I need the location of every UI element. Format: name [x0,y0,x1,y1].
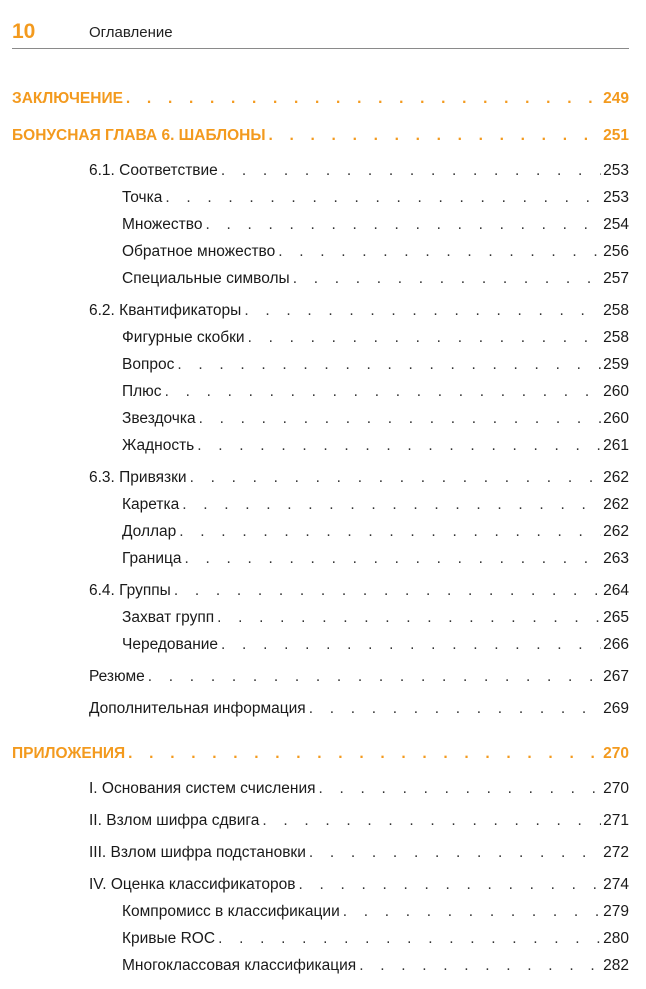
toc-entry-label: Жадность [122,437,195,454]
leader-dots [309,842,601,864]
leader-dots [218,928,601,950]
toc-entry-label: Чередование [122,636,219,653]
toc-subsection[interactable] [122,548,629,570]
toc-subsection[interactable] [122,187,629,209]
toc-entry-label: Точка [122,189,163,206]
toc-entry-label: Специальные символы [122,270,290,287]
toc-section[interactable] [89,467,629,489]
toc-entry-page: 253 [603,189,629,206]
toc-section[interactable] [89,580,629,602]
toc-entry-page: 264 [603,582,629,599]
toc-section[interactable] [89,160,629,182]
toc-entry-label: II. Взлом шифра сдвига [89,812,260,829]
toc-entry-label: Резюме [89,668,145,685]
toc-section[interactable] [89,810,629,832]
toc-entry-label: ПРИЛОЖЕНИЯ [12,745,126,762]
toc-entry-page: 249 [603,90,629,107]
toc-entry-label: ЗАКЛЮЧЕНИЕ [12,90,123,107]
toc-entry-label: 6.3. Привязки [89,469,187,486]
toc-entry-label: 6.2. Квантификаторы [89,302,242,319]
toc-entry-label: Фигурные скобки [122,329,245,346]
toc-section[interactable] [89,666,629,688]
leader-dots [128,743,601,765]
toc-entry-page: 270 [603,780,629,797]
toc-entry-page: 282 [603,957,629,974]
toc-section[interactable] [89,842,629,864]
leader-dots [148,666,601,688]
leader-dots [184,548,601,570]
toc-entry-page: 262 [603,469,629,486]
toc-entry-label: Плюс [122,383,162,400]
leader-dots [165,381,602,403]
toc-section[interactable] [89,778,629,800]
leader-dots [126,88,601,110]
toc-entry-page: 266 [603,636,629,653]
toc-subsection[interactable] [122,241,629,263]
toc-entry-label: Множество [122,216,203,233]
toc-entry-page: 257 [603,270,629,287]
toc-section[interactable] [89,874,629,896]
leader-dots [319,778,602,800]
leader-dots [269,125,602,147]
toc-entry-label: Захват групп [122,609,215,626]
leader-dots [199,408,602,430]
toc-section[interactable] [89,300,629,322]
toc-subsection[interactable] [122,268,629,290]
leader-dots [179,521,601,543]
toc-entry-page: 279 [603,903,629,920]
toc-entry-page: 262 [603,523,629,540]
leader-dots [197,435,601,457]
toc-entry-label: Вопрос [122,356,175,373]
toc-entry-label: I. Основания систем счисления [89,780,316,797]
toc-entry-page: 263 [603,550,629,567]
toc-entry-page: 260 [603,410,629,427]
leader-dots [293,268,601,290]
leader-dots [343,901,601,923]
leader-dots [221,634,601,656]
toc-subsection[interactable] [122,435,629,457]
leader-dots [248,327,602,349]
toc-subsection[interactable] [122,901,629,923]
toc-chapter[interactable] [12,88,629,110]
page-number: 10 [12,20,36,43]
leader-dots [221,160,601,182]
toc-subsection[interactable] [122,354,629,376]
toc-subsection[interactable] [122,928,629,950]
toc-entry-page: 256 [603,243,629,260]
leader-dots [165,187,601,209]
leader-dots [182,494,601,516]
leader-dots [217,607,601,629]
toc-entry-page: 272 [603,844,629,861]
leader-dots [298,874,601,896]
toc-entry-page: 259 [603,356,629,373]
toc-entry-label: Звездочка [122,410,196,427]
toc-entry-page: 269 [603,700,629,717]
toc-entry-page: 270 [603,745,629,762]
toc-entry-label: 6.1. Соответствие [89,162,218,179]
toc-entry-page: 274 [603,876,629,893]
toc-entry-label: Компромисс в классификации [122,903,340,920]
toc-entry-label: Многоклассовая классификация [122,957,357,974]
toc-entry-page: 265 [603,609,629,626]
toc-chapter[interactable] [12,743,629,765]
toc-subsection[interactable] [122,408,629,430]
leader-dots [244,300,601,322]
leader-dots [309,698,601,720]
leader-dots [262,810,601,832]
toc-entry-page: 258 [603,329,629,346]
toc-entry-label: IV. Оценка классификаторов [89,876,296,893]
toc-entry-label: Кривые ROC [122,930,216,947]
toc-entry-label: Каретка [122,496,180,513]
toc-entry-page: 251 [603,127,629,144]
toc-entry-label: Доллар [122,523,177,540]
toc-subsection[interactable] [122,634,629,656]
leader-dots [174,580,601,602]
toc-entry-label: Дополнительная информация [89,700,306,717]
toc-entry-page: 253 [603,162,629,179]
toc-subsection[interactable] [122,381,629,403]
leader-dots [359,955,601,977]
toc-section[interactable] [89,698,629,720]
toc-entry-page: 262 [603,496,629,513]
toc-subsection[interactable] [122,521,629,543]
leader-dots [205,214,601,236]
toc-entry-label: БОНУСНАЯ ГЛАВА 6. ШАБЛОНЫ [12,127,266,144]
toc-entry-label: Граница [122,550,182,567]
running-title: Оглавление [89,24,173,41]
toc-entry-page: 261 [603,437,629,454]
leader-dots [190,467,602,489]
toc-entry-label: Обратное множество [122,243,276,260]
toc-chapter[interactable] [12,125,629,147]
toc-entry-label: 6.4. Группы [89,582,171,599]
toc-subsection[interactable] [122,607,629,629]
toc-entry-page: 271 [603,812,629,829]
toc-entry-page: 258 [603,302,629,319]
leader-dots [177,354,601,376]
toc-subsection[interactable] [122,327,629,349]
toc-entry-page: 260 [603,383,629,400]
toc-subsection[interactable] [122,955,629,977]
toc-subsection[interactable] [122,494,629,516]
toc-subsection[interactable] [122,214,629,236]
toc-entry-page: 254 [603,216,629,233]
page-header [12,20,629,49]
leader-dots [278,241,601,263]
toc-entry-label: III. Взлом шифра подстановки [89,844,306,861]
toc-entry-page: 267 [603,668,629,685]
toc-entry-page: 280 [603,930,629,947]
